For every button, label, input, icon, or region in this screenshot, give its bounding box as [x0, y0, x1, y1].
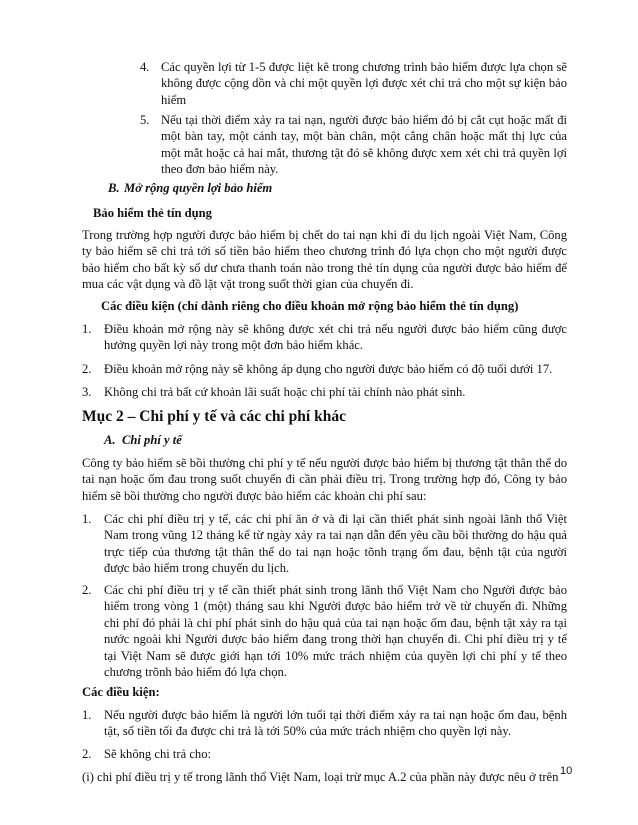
list-number: 4. [140, 60, 150, 74]
list-number: 2. [82, 362, 92, 376]
list-item-text: Điều khoản mở rộng này sẽ không được xét chi trả nếu người được bảo hiểm cũng được hưởng quyền lợi này trong một đơn bảo hiểm khác. [104, 322, 567, 353]
list-number: 2. [82, 747, 92, 761]
list-item-text: Các chi phí điều trị y tế cần thiết phát sinh trong lãnh thổ Việt Nam cho Người được bảo hiểm trong vòng 1 (một) tháng sau khi Người được bảo hiểm trở về từ chuyến đi. Những chi phí đó phải là chi phí phát sinh do hậu quả của tai nạn hoặc ốm đau, bệnh tật xảy ra tại nước ngoài khi Người được bảo hiểm đang trong thời hạn chuyến đi. Chi phí điều trị y tế tại Việt Nam sẽ được giới hạn tới 10% mức trách nhiệm của quyền lợi chi phí y tế theo chương trõnh bảo hiểm đó lựa chọn. [104, 583, 567, 680]
list-item-text: Sẽ không chi trả cho: [104, 747, 212, 761]
list-item-text: Điều khoản mở rộng này sẽ không áp dụng cho người được bảo hiểm có độ tuổi dưới 17. [104, 362, 553, 376]
conditions2-heading: Các điều kiện: [82, 685, 160, 699]
medical-paragraph: Công ty bảo hiểm sẽ bồi thường chi phí y tế nếu người được bảo hiểm bị thương tật thân thể do tai nạn hoặc ốm đau trong suốt chuyến đi cần phải điều trị. Trong trường hợp đó, Công ty bảo hiểm sẽ bồi thường cho người được bảo hiểm các khoản chi phí sau: [82, 456, 567, 503]
section-a-label: A. [104, 433, 116, 447]
list-number: 3. [82, 385, 92, 399]
list-number: 1. [82, 708, 92, 722]
list-item-text: Nếu người được bảo hiểm là người lớn tuổi tại thời điểm xảy ra tai nạn hoặc ốm đau, bệnh tật, số tiền tối đa được chi trả là tới 50% của mức trách nhiệm cho quyền lợi này. [104, 708, 567, 739]
list-number: 2. [82, 583, 92, 597]
body-text-line: (i) chi phí điều trị y tế trong lãnh thổ Việt Nam, loại trừ mục A.2 của phần này được nêu ở trên [82, 770, 559, 784]
page-number: 10 [560, 765, 573, 777]
list-number: 5. [140, 113, 150, 127]
credit-card-paragraph: Trong trường hợp người được bảo hiểm bị chết do tai nạn khi đi du lịch ngoài Việt Nam, Công ty bảo hiểm sẽ chi trả tới số tiền bảo hiểm theo chương trình đó lựa chọn cho một người được bảo hiểm cho bất kỳ số dư chưa thanh toán nào trong thẻ tín dụng của người được bảo hiểm để mua các vật dụng và đồ lặt vặt trong suốt thời gian của chuyến đi. [82, 228, 567, 292]
list-item-text: Nếu tại thời điểm xảy ra tai nạn, người được bảo hiểm đó bị cắt cụt hoặc mất đi một bàn tay, một cánh tay, một bàn chân, một cẳng chân hoặc mất thị lực của một mắt hoặc cả hai mắt, thương tật đó sẽ không được xem xét chi trả quyền lợi theo đơn bảo hiểm này. [161, 113, 567, 177]
list-item-text: Các quyền lợi từ 1-5 được liệt kê trong chương trình bảo hiểm được lựa chọn sẽ không được cộng dồn và chỉ một quyền lợi được xét chi trả cho một sự kiện bảo hiểm [161, 60, 567, 107]
section-heading: Mục 2 – Chi phí y tế và các chi phí khác [82, 408, 346, 425]
section-b-title: Mở rộng quyền lợi bảo hiểm [124, 181, 273, 195]
list-item-text: Các chi phí điều trị y tế, các chi phí ăn ở và đi lại cần thiết phát sinh ngoài lãnh thổ Việt Nam trong vũng 12 tháng kể từ ngày xảy ra tai nạn dẫn đến yêu cầu bồi thường do hậu quả trực tiếp của thương tật thân thể do tai nạn hoặc tõnh trạng ốm đau, bệnh tật của người được bảo hiểm trong chuyến du lịch. [104, 512, 567, 576]
list-item-text: Không chi trả bất cứ khoản lãi suất hoặc chi phí tài chính nào phát sinh. [104, 385, 466, 399]
credit-card-heading: Bảo hiểm thẻ tín dụng [93, 206, 212, 220]
list-number: 1. [82, 322, 92, 336]
list-number: 1. [82, 512, 92, 526]
section-a-title: Chi phí y tế [122, 433, 182, 447]
section-b-label: B. [108, 181, 120, 195]
conditions-heading: Các điều kiện (chỉ dành riêng cho điều khoản mở rộng bảo hiểm thẻ tín dụng) [101, 299, 519, 313]
